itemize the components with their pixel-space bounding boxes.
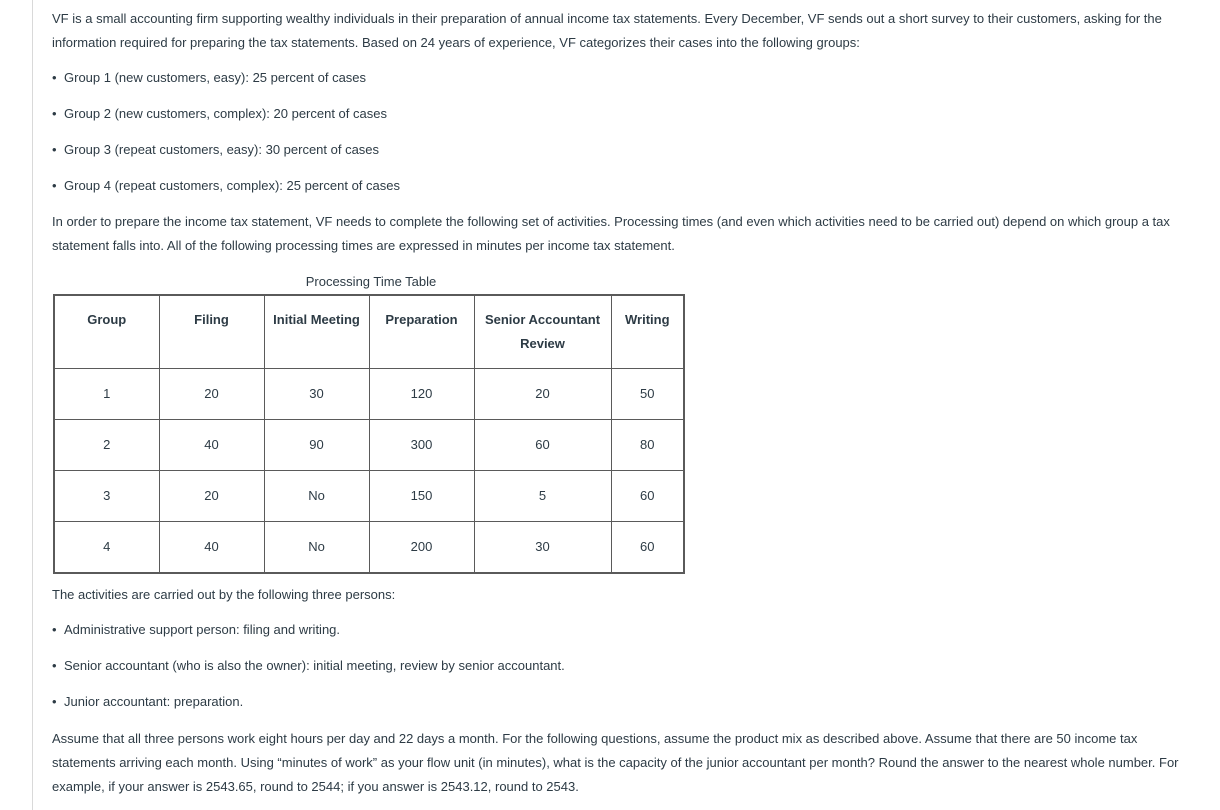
person-bullet-1 xyxy=(52,618,340,642)
table-cell: 5 xyxy=(474,470,611,521)
column-header-preparation: Preparation xyxy=(369,295,474,368)
bullet-dot: • xyxy=(52,622,57,637)
table-cell: 40 xyxy=(159,419,264,470)
table-cell: 60 xyxy=(474,419,611,470)
left-border-rule xyxy=(32,0,33,810)
person-bullet-3 xyxy=(52,690,243,714)
table-header-row xyxy=(54,295,684,368)
table-cell: 1 xyxy=(54,368,159,419)
table-cell: 80 xyxy=(611,419,684,470)
table-cell: 60 xyxy=(611,470,684,521)
table-row xyxy=(54,368,684,419)
table-cell: No xyxy=(264,470,369,521)
group-bullet-text: Group 4 (repeat customers, complex): 25 percent of cases xyxy=(64,178,400,193)
table-row xyxy=(54,470,684,521)
group-bullet-text: Group 3 (repeat customers, easy): 30 percent of cases xyxy=(64,142,380,157)
group-bullet-2 xyxy=(52,102,387,126)
bullet-dot: • xyxy=(52,70,57,85)
table-cell: 2 xyxy=(54,419,159,470)
group-bullet-text: Group 1 (new customers, easy): 25 percent of cases xyxy=(64,70,367,85)
table-row xyxy=(54,419,684,470)
column-header-writing: Writing xyxy=(611,295,684,368)
table-cell: 3 xyxy=(54,470,159,521)
bullet-dot: • xyxy=(52,694,57,709)
question-paragraph: Assume that all three persons work eight hours per day and 22 days a month. For the following questions, assume the product mix as described above. Assume that there are 50 income tax statements arriving each month. Using “minutes of work” as your flow unit (in minutes), what is the capacity of the junior accountant per month? Round the answer to the nearest whole number. For example, if your answer is 2543.65, round to 2544; if you answer is 2543.12, round to 2543. xyxy=(52,731,1179,794)
column-header-group: Group xyxy=(54,295,159,368)
column-header-senior-review: Senior Accountant Review xyxy=(474,295,611,368)
table-cell: 20 xyxy=(159,470,264,521)
column-header-filing: Filing xyxy=(159,295,264,368)
group-bullet-text: Group 2 (new customers, complex): 20 percent of cases xyxy=(64,106,387,121)
table-cell: 30 xyxy=(474,521,611,573)
person-bullet-text: Senior accountant (who is also the owner): initial meeting, review by senior accountant. xyxy=(64,658,565,673)
table-cell: 50 xyxy=(611,368,684,419)
table-cell: 60 xyxy=(611,521,684,573)
table-cell: 20 xyxy=(474,368,611,419)
table-cell: 200 xyxy=(369,521,474,573)
person-bullet-text: Junior accountant: preparation. xyxy=(64,694,244,709)
table-cell: 150 xyxy=(369,470,474,521)
column-header-initial-meeting: Initial Meeting xyxy=(264,295,369,368)
intro-paragraph: VF is a small accounting firm supporting wealthy individuals in their preparation of annual income tax statements. Every December, VF sends out a short survey to their customers, asking for the information required for preparing the tax statements. Based on 24 years of experience, VF categorizes their cases into the following groups: xyxy=(52,11,1162,50)
bullet-dot: • xyxy=(52,142,57,157)
table-cell: 40 xyxy=(159,521,264,573)
table-cell: 20 xyxy=(159,368,264,419)
group-bullet-4 xyxy=(52,174,400,198)
table-cell: 90 xyxy=(264,419,369,470)
table-cell: 30 xyxy=(264,368,369,419)
processing-time-table xyxy=(53,294,685,574)
person-bullet-text: Administrative support person: filing and writing. xyxy=(64,622,341,637)
group-bullet-3 xyxy=(52,138,379,162)
table-caption: Processing Time Table xyxy=(305,274,437,289)
table-cell: No xyxy=(264,521,369,573)
person-bullet-2 xyxy=(52,654,565,678)
table-cell: 120 xyxy=(369,368,474,419)
persons-intro: The activities are carried out by the following three persons: xyxy=(52,587,396,602)
bullet-dot: • xyxy=(52,658,57,673)
bullet-dot: • xyxy=(52,106,57,121)
bullet-dot: • xyxy=(52,178,57,193)
group-bullet-1 xyxy=(52,66,366,90)
table-cell: 4 xyxy=(54,521,159,573)
table-cell: 300 xyxy=(369,419,474,470)
table-row xyxy=(54,521,684,573)
activities-paragraph: In order to prepare the income tax statement, VF needs to complete the following set of activities. Processing times (and even which activities need to be carried out) depend on which group a tax statement falls into. All of the following processing times are expressed in minutes per income tax statement. xyxy=(52,214,1170,253)
